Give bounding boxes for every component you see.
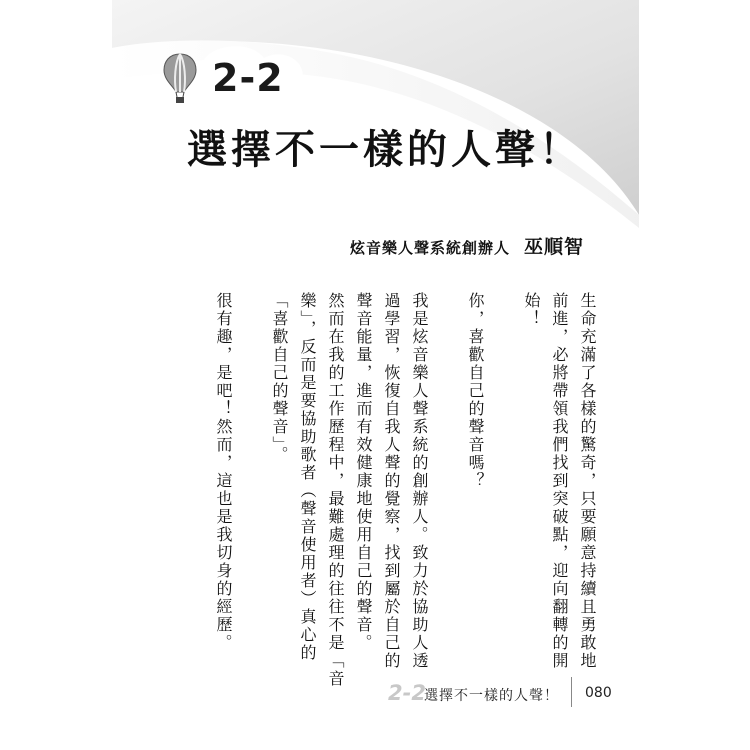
author-byline — [350, 232, 584, 259]
text-column: 前進，必將帶領我們找到突破點，迎向翻轉的開 — [550, 292, 569, 670]
text-column: 我是炫音樂人聲系統的創辦人。致力於協助人透 — [410, 292, 429, 670]
body-text — [196, 292, 601, 688]
footer-divider — [571, 677, 572, 707]
author-role: 炫音樂人聲系統創辦人 — [349, 239, 510, 257]
text-column: 聲音能量，進而有效健康地使用自己的聲音。 — [354, 292, 373, 652]
footer-title: 選擇不一樣的人聲！ — [424, 688, 559, 704]
page-number: 080 — [585, 685, 612, 701]
text-column: 過學習，恢復自我人聲的覺察，找到屬於自己的 — [382, 292, 401, 670]
section-number: 2-2 — [212, 56, 284, 100]
book-page — [112, 0, 639, 750]
text-column: 你，喜歡自己的聲音嗎？ — [466, 292, 485, 490]
text-column: 樂」，反而是要協助歌者（聲音使用者）真心的 — [298, 292, 317, 662]
footer-section-number: 2-2 — [388, 681, 426, 705]
text-column: 生命充滿了各樣的驚奇，只要願意持續且勇敢地 — [578, 292, 597, 670]
text-column: 然而在我的工作歷程中，最難處理的往往不是「音 — [326, 292, 345, 688]
page-title: 選擇不一樣的人聲！ — [187, 126, 583, 173]
text-column: 很有趣，是吧！然而，這也是我切身的經歷。 — [214, 292, 233, 652]
text-column: 「喜歡自己的聲音」。 — [270, 292, 289, 464]
hot-air-balloon-icon — [163, 52, 197, 104]
author-name: 巫順智 — [523, 236, 584, 258]
text-column: 始！ — [522, 292, 541, 328]
